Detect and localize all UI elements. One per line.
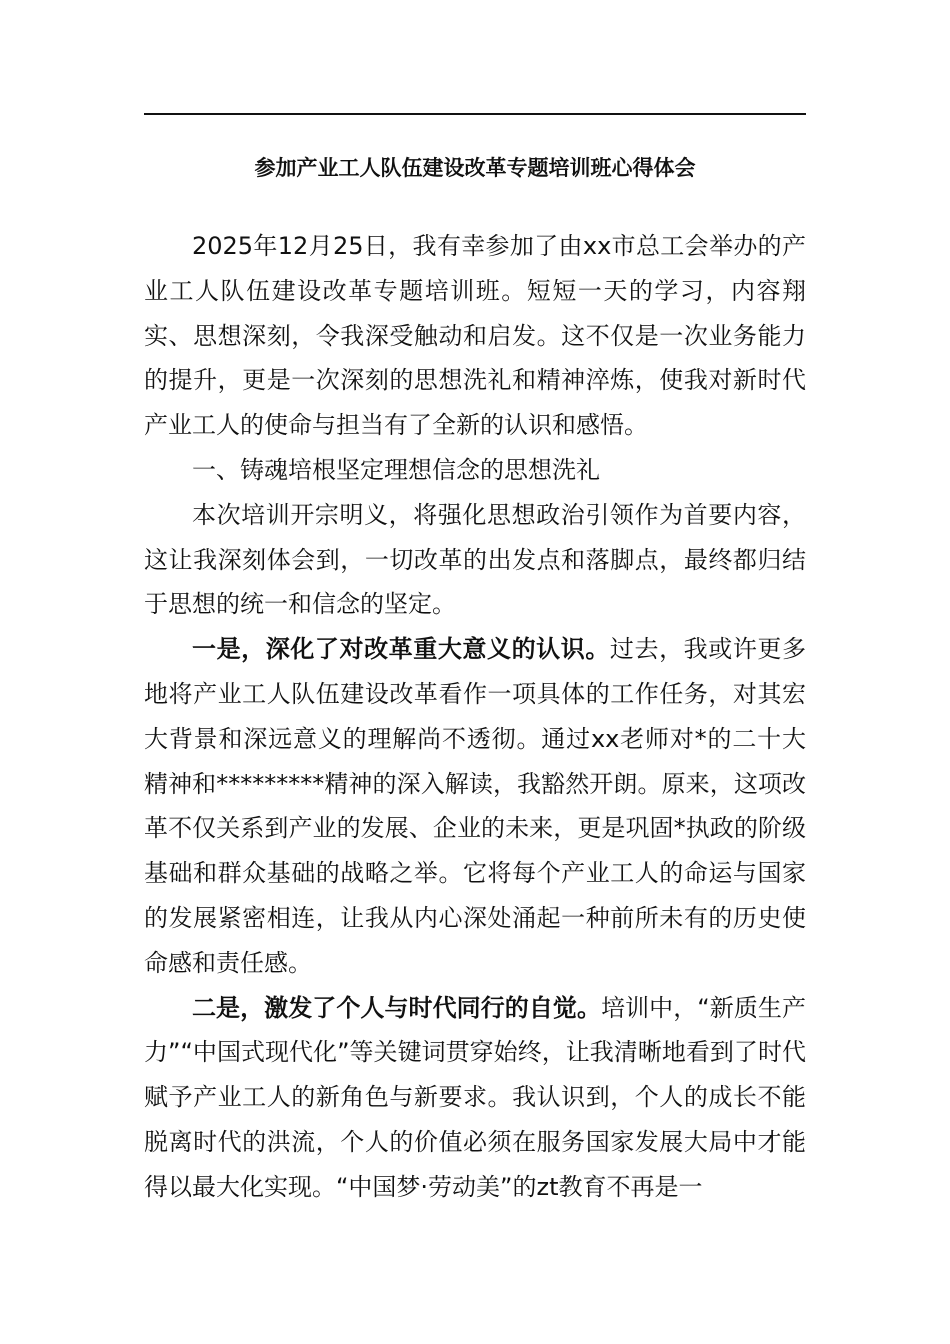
point-two-lead: 二是，激发了个人与时代同行的自觉。 — [192, 993, 602, 1022]
paragraph-section-intro: 本次培训开宗明义，将强化思想政治引领作为首要内容，这让我深刻体会到，一切改革的出发点和落脚点，最终都归结于思想的统一和信念的坚定。 — [144, 500, 806, 619]
header-rule — [144, 113, 806, 115]
document-body — [144, 224, 806, 1210]
document-title: 参加产业工人队伍建设改革专题培训班心得体会 — [254, 156, 696, 180]
section-heading: 一、铸魂培根坚定理想信念的思想洗礼 — [192, 455, 600, 484]
paragraph-point-two: 二是，激发了个人与时代同行的自觉。培训中，“新质生产力”“中国式现代化”等关键词贯穿始终，让我清晰地看到了时代赋予产业工人的新角色与新要求。我认识到，个人的成长不能脱离时代的洪流，个人的价值必须在服务国家发展大局中才能得以最大化实现。“中国梦·劳动美”的zt教育不再是一 — [144, 993, 806, 1201]
paragraph-point-one: 一是，深化了对改革重大意义的认识。过去，我或许更多地将产业工人队伍建设改革看作一项具体的工作任务，对其宏大背景和深远意义的理解尚不透彻。通过xx老师对*的二十大精神和*********精神的深入解读，我豁然开朗。原来，这项改革不仅关系到产业的发展、企业的未来，更是巩固*执政的阶级基础和群众基础的战略之举。它将每个产业工人的命运与国家的发展紧密相连，让我从内心深处涌起一种前所未有的历史使命感和责任感。 — [144, 635, 807, 977]
paragraph-intro: 2025年12月25日，我有幸参加了由xx市总工会举办的产业工人队伍建设改革专题培训班。短短一天的学习，内容翔实、思想深刻，令我深受触动和启发。这不仅是一次业务能力的提升，更是一次深刻的思想洗礼和精神淬炼，使我对新时代产业工人的使命与担当有了全新的认识和感悟。 — [144, 232, 806, 440]
point-one-lead: 一是，深化了对改革重大意义的认识。 — [192, 635, 610, 664]
